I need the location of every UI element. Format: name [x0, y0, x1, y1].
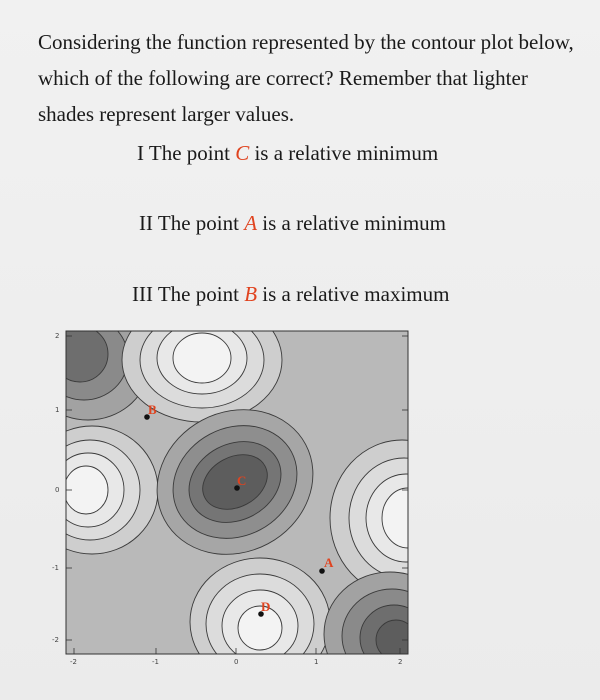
statement-3-numeral: III [132, 282, 153, 306]
statement-2-numeral: II [139, 211, 153, 235]
statement-2 [139, 209, 446, 237]
x-tick-label: 2 [398, 658, 403, 666]
y-tick-label: -2 [52, 636, 59, 644]
statement-1-numeral: I [137, 141, 144, 165]
statement-1 [137, 139, 438, 167]
statement-3-suffix: is a relative maximum [262, 282, 450, 306]
statement-2-point: A [244, 211, 258, 235]
contour-plot [50, 322, 422, 670]
point-a-label: A [324, 555, 334, 570]
question-text: Considering the function represented by the contour plot below, which of the following are correct? Remember that lighter shades represent larger values. [38, 30, 574, 126]
x-tick-label: 0 [234, 658, 239, 666]
statement-3 [132, 280, 449, 308]
statement-3-point: B [244, 282, 258, 306]
y-tick-label: 2 [55, 332, 60, 340]
statement-3-prefix: The point [157, 282, 239, 306]
point-b-label: B [148, 402, 157, 417]
y-tick-label: 0 [55, 486, 60, 494]
contour-plot-svg [50, 322, 422, 670]
x-tick-label: 1 [314, 658, 319, 666]
y-tick-label: -1 [52, 564, 59, 572]
statement-1-point: C [235, 141, 250, 165]
statement-2-suffix: is a relative minimum [262, 211, 446, 235]
point-c-label: C [237, 473, 247, 488]
statement-1-prefix: The point [148, 141, 230, 165]
x-tick-label: -1 [152, 658, 159, 666]
statement-2-prefix: The point [157, 211, 239, 235]
statement-1-suffix: is a relative minimum [254, 141, 439, 165]
y-tick-label: 1 [55, 406, 60, 414]
x-tick-label: -2 [70, 658, 77, 666]
point-d-label: D [261, 599, 271, 614]
